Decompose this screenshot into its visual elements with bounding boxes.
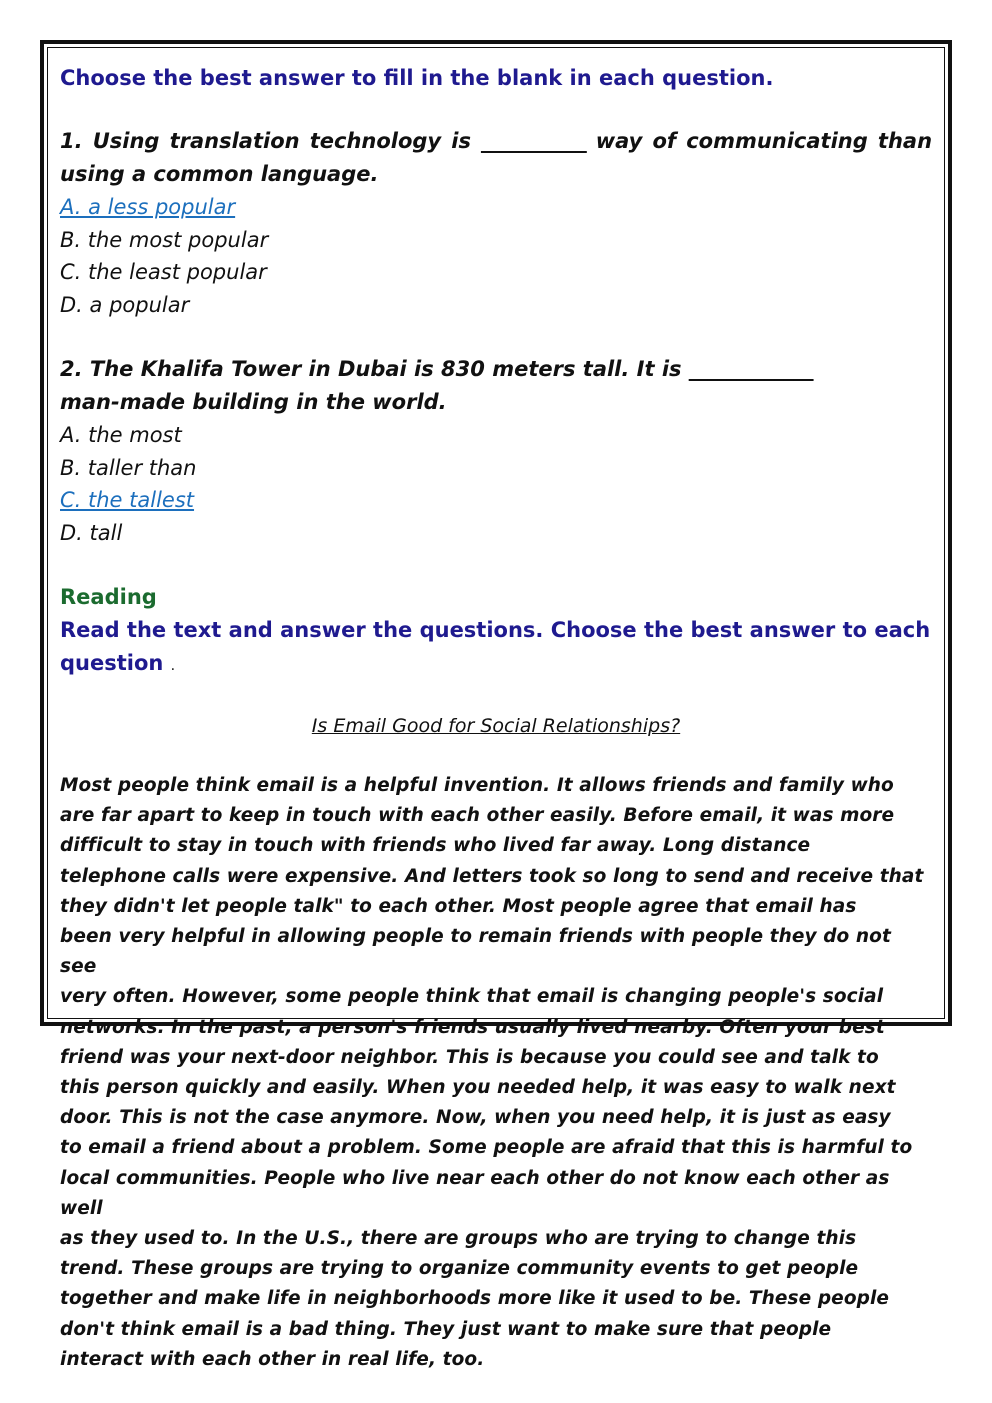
passage-line: been very helpful in allowing people to remain friends with people they do not see bbox=[60, 926, 891, 978]
question-1 bbox=[60, 125, 932, 321]
question-1-blank: ___________ bbox=[481, 129, 586, 153]
question-1-option-b[interactable]: B. the most popular bbox=[60, 227, 269, 252]
question-2-stem-end: man-made building in the world. bbox=[60, 390, 447, 414]
question-2-option-d[interactable]: D. tall bbox=[60, 520, 123, 545]
reading-heading: Reading bbox=[60, 585, 157, 609]
question-2-stem bbox=[60, 353, 932, 419]
passage-line: difficult to stay in touch with friends who lived far away. Long distance bbox=[60, 835, 811, 857]
question-1-option-c[interactable]: C. the least popular bbox=[60, 260, 267, 284]
passage-body bbox=[60, 771, 932, 1375]
question-2-option-a[interactable]: A. the most bbox=[60, 423, 182, 447]
question-1-stem bbox=[60, 125, 932, 191]
passage-line: friend was your next-door neighbor. This is because you could see and talk to bbox=[60, 1046, 879, 1068]
question-1-option-d[interactable]: D. a popular bbox=[60, 292, 190, 317]
passage-line: don't think email is a bad thing. They just want to make sure that people bbox=[60, 1318, 832, 1340]
passage-line: are far apart to keep in touch with each other easily. Before email, it was more bbox=[60, 805, 895, 827]
passage-line: as they used to. In the U.S., there are groups who are trying to change this bbox=[60, 1228, 857, 1250]
passage-line: local communities. People who live near each other do not know each other as well bbox=[60, 1167, 890, 1219]
passage-line: Most people think email is a helpful invention. It allows friends and family who bbox=[60, 775, 894, 796]
passage-line: interact with each other in real life, too. bbox=[60, 1348, 485, 1370]
passage-title: Is Email Good for Social Relationships? bbox=[311, 715, 681, 737]
question-1-stem-start: 1. Using translation technology is bbox=[60, 129, 471, 153]
reading-instruction-period: . bbox=[170, 658, 176, 674]
passage-line: trend. These groups are trying to organize community events to get people bbox=[60, 1258, 859, 1280]
passage-line: to email a friend about a problem. Some people are afraid that this is harmful to bbox=[60, 1137, 913, 1159]
question-2 bbox=[60, 353, 932, 549]
passage-line: this person quickly and easily. When you needed help, it was easy to walk next bbox=[60, 1077, 896, 1099]
question-1-stem-end: way of communicating than using a common language. bbox=[60, 129, 933, 186]
passage-line: very often. However, some people think that email is changing people's social bbox=[60, 986, 884, 1008]
worksheet-content bbox=[60, 60, 932, 1375]
passage-line: networks. In the past, a person's friends usually lived nearby. Often your best bbox=[60, 1016, 885, 1038]
question-2-stem-start: 2. The Khalifa Tower in Dubai is 830 meters tall. It is bbox=[60, 357, 682, 381]
reading-instruction bbox=[60, 614, 932, 683]
passage-line: together and make life in neighborhoods more like it used to be. These people bbox=[60, 1288, 890, 1310]
passage-line: door. This is not the case anymore. Now, when you need help, it is just as easy bbox=[60, 1107, 891, 1129]
question-2-blank: _____________ bbox=[688, 357, 813, 381]
question-2-option-b[interactable]: B. taller than bbox=[60, 455, 197, 480]
grammar-instruction: Choose the best answer to fill in the blank in each question. bbox=[60, 66, 774, 90]
passage-line: telephone calls were expensive. And letters took so long to send and receive that bbox=[60, 865, 924, 887]
reading-instruction-text: Read the text and answer the questions. Choose the best answer to each question bbox=[60, 618, 931, 675]
question-1-option-a[interactable]: A. a less popular bbox=[60, 195, 236, 219]
question-2-option-c[interactable]: C. the tallest bbox=[60, 488, 195, 512]
passage-line: they didn't let people talk" to each other. Most people agree that email has bbox=[60, 895, 857, 917]
